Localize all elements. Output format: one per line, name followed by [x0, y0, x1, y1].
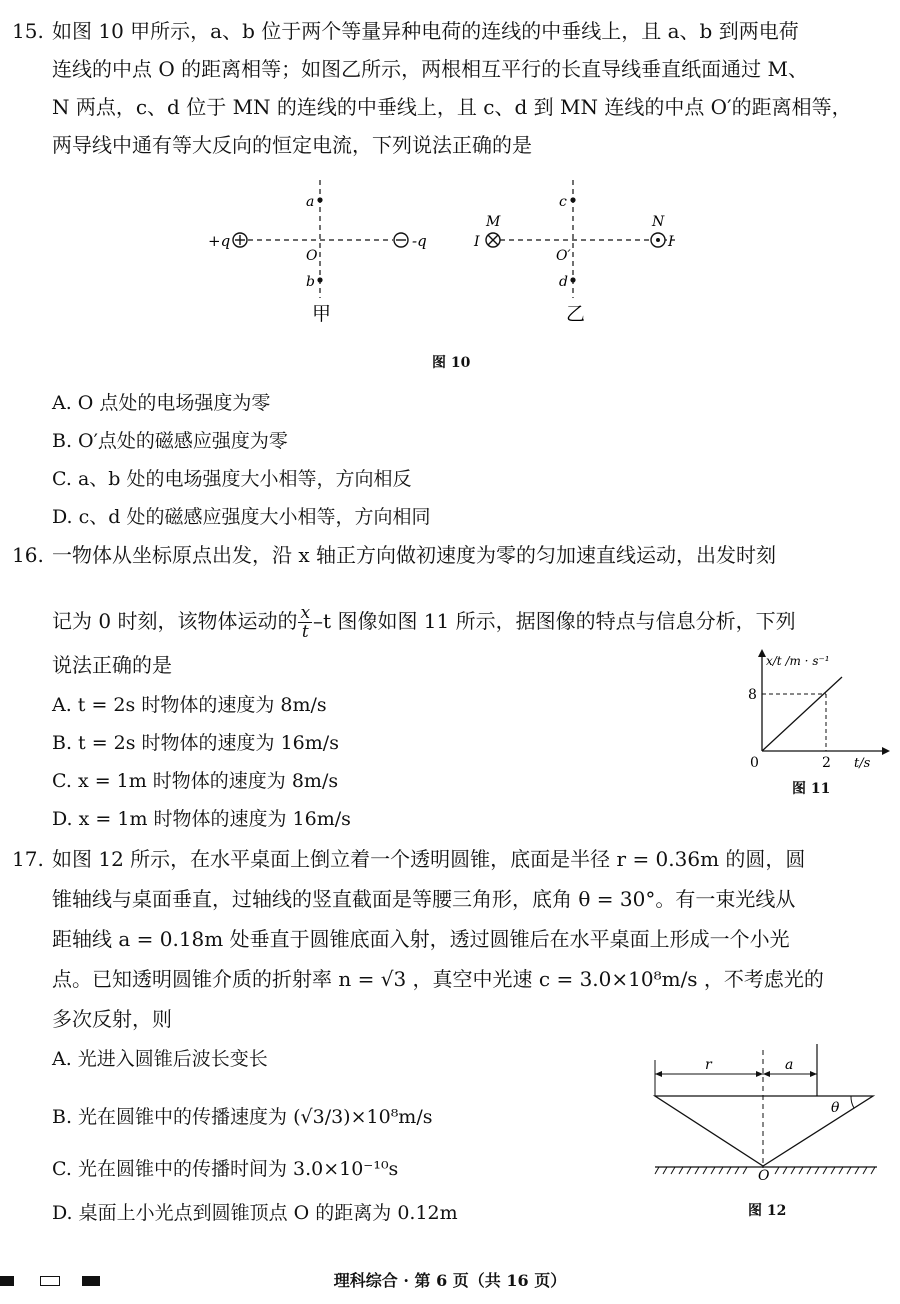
label-O: O: [758, 1168, 770, 1180]
current-right-label: I: [668, 234, 674, 250]
q16-text-line-2: [52, 604, 796, 641]
q15-option-b[interactable]: B. O′点处的磁感应强度为零: [52, 430, 288, 452]
q17-option-c[interactable]: C. 光在圆锥中的传播时间为 3.0×10⁻¹⁰s: [52, 1158, 399, 1180]
q16-option-c[interactable]: C. x = 1m 时物体的速度为 8m/s: [52, 770, 339, 792]
question-15-number: 15.: [12, 19, 44, 43]
question-17-number: 17.: [12, 847, 44, 871]
q16-line2-post: –t 图像如图 11 所示，据图像的特点与信息分析，下列: [313, 609, 796, 633]
figure-10-jia: [208, 180, 427, 325]
q17-text-line-1: 如图 12 所示，在水平桌面上倒立着一个透明圆锥，底面是半径 r = 0.36m 的圆，圆: [52, 847, 806, 871]
x-over-t-fraction: $\frac{x}{t}$: [300, 603, 311, 642]
figure-11-graph: [740, 645, 890, 775]
point-N-label: N: [652, 214, 665, 230]
figure-12-cone: [645, 1040, 890, 1180]
q15-option-d[interactable]: D. c、d 处的磁感应强度大小相等，方向相同: [52, 506, 431, 528]
origin-label: 0: [750, 755, 759, 771]
q16-option-b[interactable]: B. t = 2s 时物体的速度为 16m/s: [52, 732, 339, 754]
point-c-label: c: [559, 194, 567, 210]
point-b: [317, 277, 322, 282]
point-O-label: O: [306, 248, 318, 264]
q17-text-line-2: 锥轴线与桌面垂直，过轴线的竖直截面是等腰三角形，底角 θ = 30°。有一束光线从: [52, 887, 796, 911]
figure-11-caption: 图 11: [792, 781, 831, 797]
q17-text-line-3: 距轴线 a = 0.18m 处垂直于圆锥底面入射，透过圆锥后在水平桌面上形成一个小光: [52, 927, 790, 951]
q15-text-line-1: 如图 10 甲所示，a、b 位于两个等量异种电荷的连线的中垂线上，且 a、b 到两电荷: [52, 19, 799, 43]
figure-yi-label: 乙: [566, 303, 586, 325]
cone-section: [655, 1096, 873, 1166]
point-b-label: b: [306, 274, 315, 290]
point-M-label: M: [486, 214, 501, 230]
figure-10-diagram: [200, 180, 680, 330]
point-a: [317, 197, 322, 202]
q16-option-d[interactable]: D. x = 1m 时物体的速度为 16m/s: [52, 808, 351, 830]
q15-option-a[interactable]: A. O 点处的电场强度为零: [52, 392, 271, 414]
question-16-number: 16.: [12, 543, 44, 567]
q17-text-line-4: 点。已知透明圆锥介质的折射率 n = √3 ，真空中光速 c = 3.0×10⁸m/s ，不考虑光的: [52, 967, 824, 991]
x-axis-label: t/s: [854, 756, 871, 771]
figure-jia-label: 甲: [312, 303, 332, 325]
q15-text-line-2: 连线的中点 O 的距离相等；如图乙所示，两根相互平行的长直导线垂直纸面通过 M、: [52, 57, 808, 81]
label-theta: θ: [831, 1100, 840, 1116]
point-O-prime-label: O′: [556, 248, 571, 264]
point-d-label: d: [559, 274, 568, 290]
q15-text-line-3: N 两点，c、d 位于 MN 的连线的中垂线上，且 c、d 到 MN 连线的中点 O′的距离相等，: [52, 95, 852, 119]
plus-q-label: +q: [208, 232, 231, 250]
q16-text-line-3: 说法正确的是: [52, 653, 172, 677]
label-a: a: [785, 1057, 794, 1073]
q16-line2-pre: 记为 0 时刻，该物体运动的: [52, 609, 298, 633]
q17-option-a[interactable]: A. 光进入圆锥后波长变长: [52, 1048, 268, 1070]
q16-text-line-1: 一物体从坐标原点出发，沿 x 轴正方向做初速度为零的匀加速直线运动，出发时刻: [52, 543, 776, 567]
page-footer: 理科综合 · 第 6 页（共 16 页）: [333, 1271, 567, 1290]
current-left-label: I: [474, 234, 480, 250]
q15-text-line-4: 两导线中通有等大反向的恒定电流，下列说法正确的是: [52, 133, 532, 157]
y-tick-8: 8: [748, 687, 757, 703]
y-axis-label: x/t /m · s⁻¹: [766, 654, 830, 668]
q17-text-line-5: 多次反射，则: [52, 1007, 172, 1031]
q17-option-d[interactable]: D. 桌面上小光点到圆锥顶点 O 的距离为 0.12m: [52, 1202, 458, 1224]
graph-line: [762, 677, 842, 751]
x-tick-2: 2: [822, 755, 831, 771]
q17-option-b[interactable]: B. 光在圆锥中的传播速度为 (√3/3)×10⁸m/s: [52, 1106, 433, 1128]
point-c: [570, 197, 575, 202]
figure-10-yi: [473, 180, 675, 325]
figure-10-caption: 图 10: [432, 355, 471, 371]
q16-option-a[interactable]: A. t = 2s 时物体的速度为 8m/s: [52, 694, 327, 716]
point-a-label: a: [306, 194, 315, 210]
figure-12-caption: 图 12: [748, 1203, 787, 1219]
point-d: [570, 277, 575, 282]
label-r: r: [705, 1057, 712, 1073]
q15-option-c[interactable]: C. a、b 处的电场强度大小相等，方向相反: [52, 468, 412, 490]
minus-q-label: -q: [412, 232, 427, 250]
